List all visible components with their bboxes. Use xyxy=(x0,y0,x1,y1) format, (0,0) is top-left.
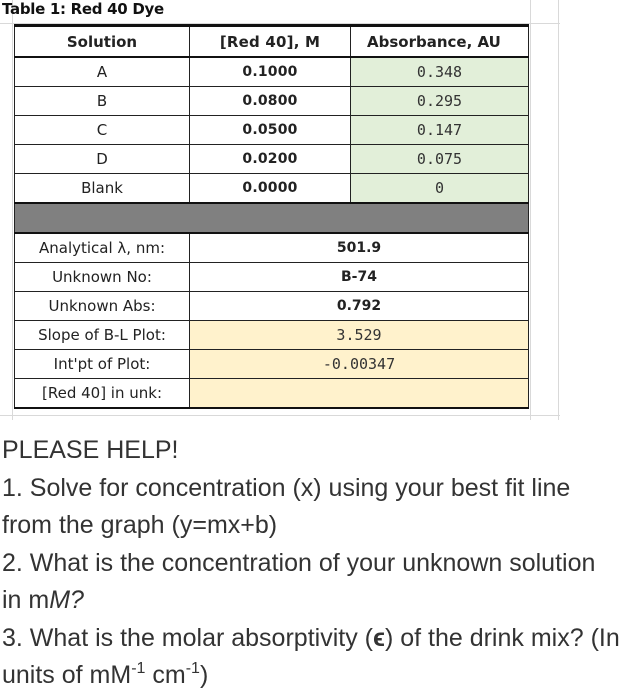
cell-concentration[interactable]: 0.0800 xyxy=(190,87,351,116)
question-3 xyxy=(2,620,620,695)
separator-cell xyxy=(15,203,529,233)
exponent: -1 xyxy=(185,660,200,677)
cell-concentration[interactable]: 0.0000 xyxy=(190,174,351,204)
exponent: -1 xyxy=(131,660,146,677)
question-intro: PLEASE HELP! xyxy=(2,436,179,464)
gridline xyxy=(558,0,559,420)
cell-solution[interactable]: Blank xyxy=(15,174,190,204)
info-value-empty[interactable] xyxy=(190,379,529,409)
info-label[interactable]: Slope of B-L Plot: xyxy=(15,321,190,350)
info-row xyxy=(15,379,529,409)
question-2-unit: M? xyxy=(49,586,84,614)
cell-absorbance[interactable]: 0.147 xyxy=(351,116,529,145)
info-label[interactable]: Analytical λ, nm: xyxy=(15,233,190,263)
info-value[interactable]: 0.792 xyxy=(190,292,529,321)
cell-absorbance[interactable]: 0.295 xyxy=(351,87,529,116)
cell-solution[interactable]: A xyxy=(15,57,190,87)
cell-absorbance[interactable]: 0 xyxy=(351,174,529,204)
question-2 xyxy=(2,545,620,620)
info-row xyxy=(15,263,529,292)
info-value[interactable]: -0.00347 xyxy=(190,350,529,379)
cell-concentration[interactable]: 0.0200 xyxy=(190,145,351,174)
info-value[interactable]: 3.529 xyxy=(190,321,529,350)
info-value[interactable]: B-74 xyxy=(190,263,529,292)
question-3-middle: ) of the drink mix? (In units of mM xyxy=(2,623,620,689)
table-row xyxy=(15,87,529,116)
question-1: 1. Solve for concentration (x) using your best fit line from the graph (y=mx+b) xyxy=(2,473,571,539)
question-2-text: 2. What is the concentration of your unknown solution in m xyxy=(2,548,596,614)
cell-concentration[interactable]: 0.1000 xyxy=(190,57,351,87)
epsilon-symbol: ϵ xyxy=(372,623,385,652)
info-label[interactable]: Unknown No: xyxy=(15,263,190,292)
unit-cm: cm xyxy=(145,661,186,689)
cell-solution[interactable]: C xyxy=(15,116,190,145)
question-3-end: ) xyxy=(199,661,209,689)
info-row xyxy=(15,233,529,263)
gridline xyxy=(0,415,560,416)
table-row xyxy=(15,145,529,174)
table-row xyxy=(15,57,529,87)
cell-concentration[interactable]: 0.0500 xyxy=(190,116,351,145)
table-row xyxy=(15,174,529,204)
table-title: Table 1: Red 40 Dye xyxy=(2,0,164,18)
cell-solution[interactable]: D xyxy=(15,145,190,174)
cell-absorbance[interactable]: 0.075 xyxy=(351,145,529,174)
question-3-text: 3. What is the molar absorptivity ( xyxy=(2,623,373,652)
info-row xyxy=(15,292,529,321)
cell-absorbance[interactable]: 0.348 xyxy=(351,57,529,87)
header-solution[interactable]: Solution xyxy=(15,26,190,58)
question-text xyxy=(2,432,620,695)
table-header-row xyxy=(15,26,529,58)
info-label[interactable]: [Red 40] in unk: xyxy=(15,379,190,409)
red40-data-table xyxy=(14,24,529,409)
info-label[interactable]: Int'pt of Plot: xyxy=(15,350,190,379)
info-value[interactable]: 501.9 xyxy=(190,233,529,263)
info-label[interactable]: Unknown Abs: xyxy=(15,292,190,321)
info-row xyxy=(15,321,529,350)
gridline xyxy=(12,0,13,420)
header-concentration[interactable]: [Red 40], M xyxy=(190,26,351,58)
table-row xyxy=(15,116,529,145)
gridline xyxy=(530,0,531,420)
info-row xyxy=(15,350,529,379)
cell-solution[interactable]: B xyxy=(15,87,190,116)
header-absorbance[interactable]: Absorbance, AU xyxy=(351,26,529,58)
separator-row xyxy=(15,203,529,233)
